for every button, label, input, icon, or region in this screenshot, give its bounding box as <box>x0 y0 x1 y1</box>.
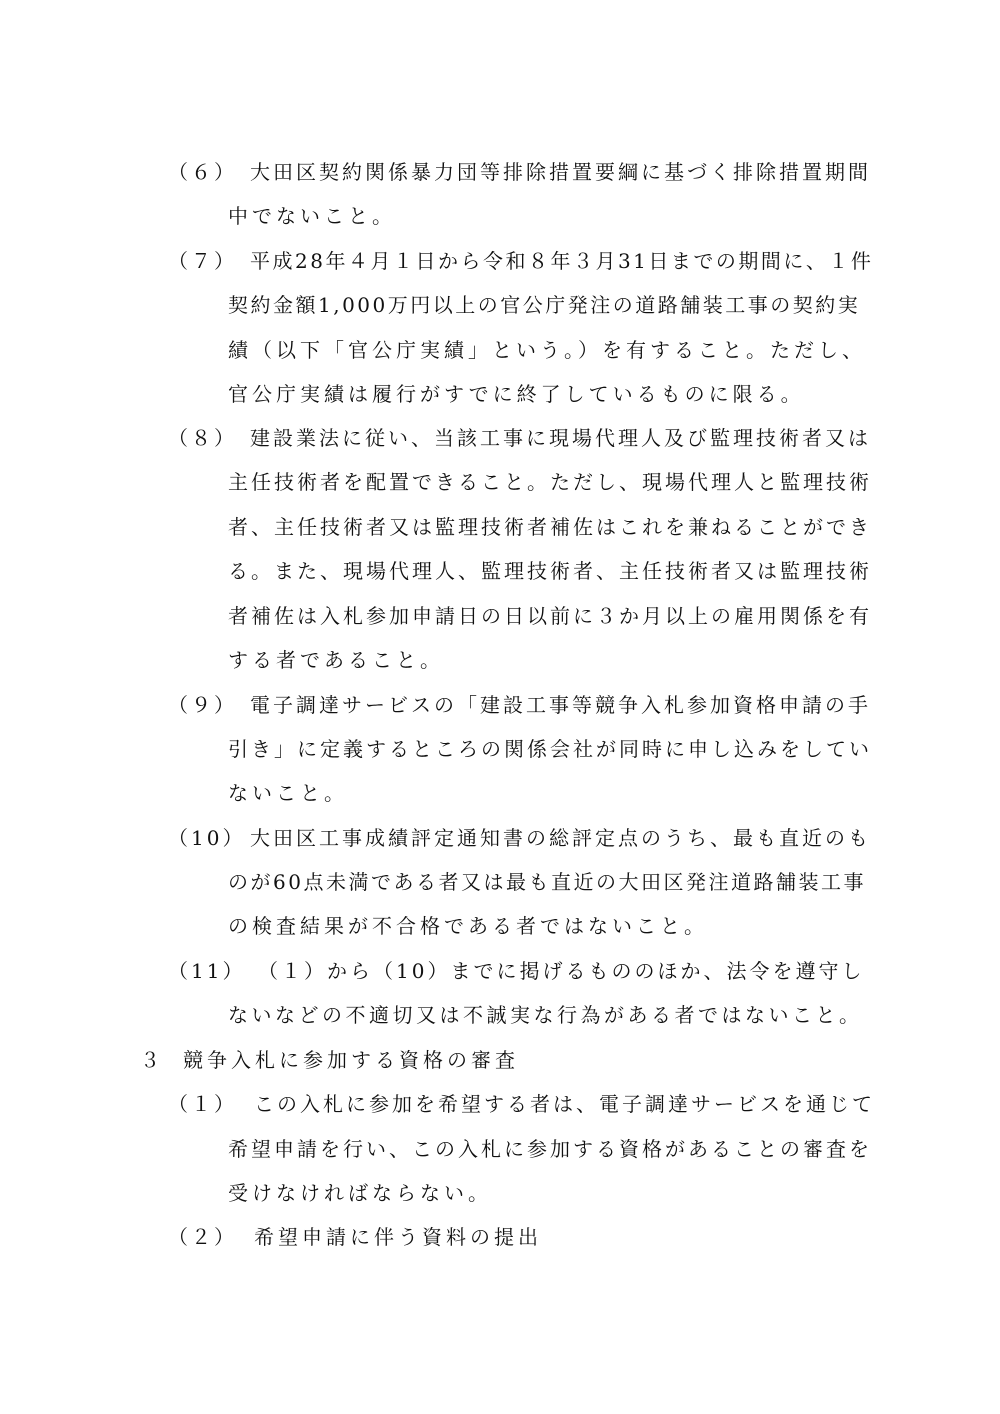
item-8-line-5: 者補佐は入札参加申請日の日以前に３か月以上の雇用関係を有 <box>228 604 872 628</box>
sub-item-1-line-3: 受けなければならない。 <box>228 1181 492 1205</box>
item-10-line-1: 大田区工事成績評定通知書の総評定点のうち、最も直近のも <box>250 826 871 850</box>
item-6-line-1: 大田区契約関係暴力団等排除措置要綱に基づく排除措置期間 <box>250 160 871 184</box>
item-9-line-2: 引き」に定義するところの関係会社が同時に申し込みをしてい <box>228 737 872 761</box>
item-8-number: （８） <box>168 426 237 450</box>
item-10-line-2: のが60点未満である者又は最も直近の大田区発注道路舗装工事 <box>228 870 866 894</box>
sub-item-2-line-1: 希望申請に伴う資料の提出 <box>254 1225 542 1249</box>
item-10-line-3: の検査結果が不合格である者ではないこと。 <box>228 914 708 938</box>
item-11-number: （11） <box>168 959 246 983</box>
sub-item-2-number: （２） <box>168 1225 237 1249</box>
item-10-number: （10） <box>168 826 246 850</box>
item-8-line-3: 者、主任技術者又は監理技術者補佐はこれを兼ねることができ <box>228 515 872 539</box>
item-6-number: （６） <box>168 160 237 184</box>
item-9-line-3: ないこと。 <box>228 781 348 805</box>
item-6-line-2: 中でないこと。 <box>228 204 396 228</box>
section-number: ３ <box>140 1048 163 1072</box>
item-7-line-2: 契約金額1,000万円以上の官公庁発注の道路舗装工事の契約実 <box>228 293 861 317</box>
sub-item-1-line-2: 希望申請を行い、この入札に参加する資格があることの審査を <box>228 1137 872 1161</box>
section-title: 競争入札に参加する資格の審査 <box>183 1048 519 1072</box>
item-11-line-1: （１）から（10）までに掲げるもののほか、法令を遵守し <box>258 959 865 983</box>
item-7-line-3: 績（以下「官公庁実績」という。）を有すること。ただし、 <box>228 338 866 362</box>
item-8-line-6: する者であること。 <box>228 648 444 672</box>
item-9-line-1: 電子調達サービスの「建設工事等競争入札参加資格申請の手 <box>250 693 871 717</box>
item-11-line-2: ないなどの不適切又は不誠実な行為がある者ではないこと。 <box>228 1003 863 1027</box>
sub-item-1-number: （１） <box>168 1092 237 1116</box>
item-9-number: （９） <box>168 693 237 717</box>
item-7-line-4: 官公庁実績は履行がすでに終了しているものに限る。 <box>228 382 805 406</box>
item-7-line-1: 平成28年４月１日から令和８年３月31日までの期間に、１件 <box>250 249 874 273</box>
sub-item-1-line-1: この入札に参加を希望する者は、電子調達サービスを通じて <box>254 1092 875 1116</box>
item-8-line-4: る。また、現場代理人、監理技術者、主任技術者又は監理技術 <box>228 559 872 583</box>
item-7-number: （７） <box>168 249 237 273</box>
item-8-line-1: 建設業法に従い、当該工事に現場代理人及び監理技術者又は <box>250 426 871 450</box>
item-8-line-2: 主任技術者を配置できること。ただし、現場代理人と監理技術 <box>228 470 872 494</box>
